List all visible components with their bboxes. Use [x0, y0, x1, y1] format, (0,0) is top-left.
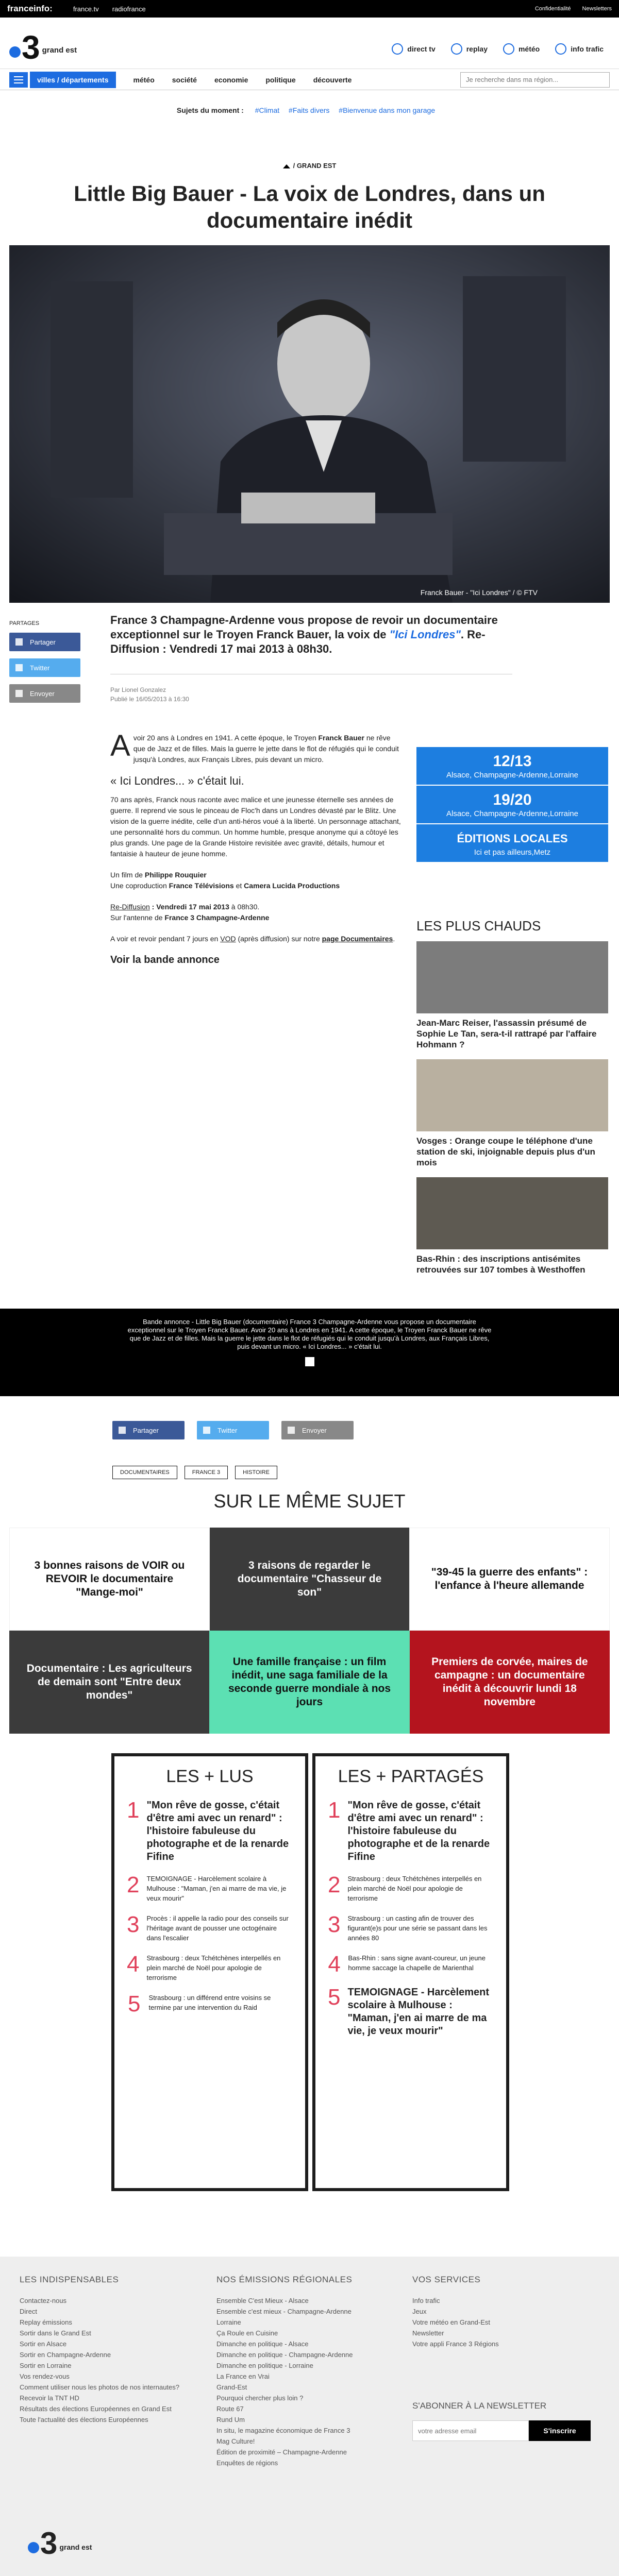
footer-link[interactable]: Contactez-nous [20, 2297, 67, 2304]
share-bottom [112, 1421, 354, 1447]
editions-locales[interactable]: ÉDITIONS LOCALES Ici et pas ailleurs,Metz [457, 832, 568, 857]
nav-economie[interactable]: economie [214, 75, 248, 84]
privacy-link[interactable]: Confidentialité [534, 6, 571, 12]
edition-1920[interactable]: 19/20 Alsace, Champagne-Ardenne,Lorraine [416, 786, 608, 824]
footer-link[interactable]: Édition de proximité – Champagne-Ardenne [216, 2448, 347, 2456]
list-item[interactable]: 5 Strasbourg : un différend entre voisins se termine par une intervention du Raid [128, 1991, 271, 2016]
twitter-icon [203, 1427, 210, 1434]
documentaires-link[interactable]: page Documentaires [322, 935, 393, 943]
footer-link[interactable]: Votre météo en Grand-Est [412, 2318, 491, 2326]
header-icons [392, 43, 604, 55]
meteo-link[interactable]: météo [503, 43, 540, 55]
footer-link[interactable]: Enquêtes de régions [216, 2459, 278, 2467]
footer-link[interactable]: Jeux [412, 2308, 427, 2315]
article-thumbnail[interactable] [416, 1059, 608, 1131]
footer-link[interactable]: Pourquoi chercher plus loin ? [216, 2394, 304, 2402]
footer-link[interactable]: Grand-Est [216, 2383, 247, 2391]
footer-link[interactable]: Sortir en Lorraine [20, 2362, 72, 2369]
tag-france3[interactable]: FRANCE 3 [185, 1466, 228, 1479]
search-input[interactable] [460, 72, 610, 88]
same-subject-title: SUR LE MÊME SUJET [213, 1490, 406, 1512]
logo-dot [9, 46, 21, 58]
byline: Par Lionel Gonzalez Publié le 16/05/2013 à 16:30 [110, 686, 189, 703]
email-icon [15, 690, 23, 697]
facebook-share-button[interactable]: Partager [9, 633, 80, 651]
related-tile[interactable]: 3 raisons de regarder le documentaire "Chasseur de son" [210, 1528, 409, 1631]
menu-button[interactable] [9, 72, 28, 88]
footer-link[interactable]: La France en Vrai [216, 2372, 270, 2380]
list-item[interactable]: 2 TEMOIGNAGE - Harcèlement scolaire à Mulhouse : "Maman, j'en ai marre de ma vie, je veux mourir" [127, 1872, 287, 1902]
drop-cap: A [110, 729, 130, 762]
facebook-icon [15, 638, 23, 646]
nav-meteo[interactable]: météo [133, 75, 155, 84]
page-title: Little Big Bauer - La voix de Londres, dans un documentaire inédit [74, 181, 545, 232]
most-shared: LES + PARTAGÉS 1 "Mon rêve de gosse, c'était d'être ami avec un renard" : l'histoire fabuleuse du photographe et de la renarde Fifine 2 Strasbourg : deux Tchétchènes interpellés en plein marché de Noël pour apologie de terrorisme 3 Strasbourg : un casting afin de trouver des figurant(e)s pour une série se passant dans les années 80 4 Bas-Rhin : sans signe avant-coureur, un jeune homme saccage la chapelle de Marienthal 5 TEMOIGNAGE - Harcèlement scolaire à Mulhouse : "Maman, j'en ai marre de ma vie, je veux mourir" [312, 1753, 509, 2191]
direct-tv-link[interactable]: direct tv [392, 43, 435, 55]
franceinfo-link[interactable]: franceinfo: [7, 4, 53, 13]
popular-article-link[interactable]: Vosges : Orange coupe le téléphone d'une station de ski, injoignable depuis plus d'un mois [416, 1136, 595, 1167]
email-icon [288, 1427, 295, 1434]
related-tile[interactable]: Une famille française : un film inédit, une saga familiale de la seconde guerre mondiale à nos jours [209, 1631, 409, 1734]
article-subtitle: « Ici Londres... » c'était lui. [110, 774, 244, 787]
popular-article-link[interactable]: Bas-Rhin : des inscriptions antisémites retrouvées sur 107 tombes à Westhoffen [416, 1254, 585, 1275]
footer-link[interactable]: Votre appli France 3 Régions [412, 2340, 499, 2348]
main-nav [0, 70, 619, 90]
nav-politique[interactable]: politique [265, 75, 296, 84]
article-tags [112, 1466, 277, 1479]
footer-link[interactable]: Dimanche en politique - Alsace [216, 2340, 309, 2348]
list-item[interactable]: 2 Strasbourg : deux Tchétchènes interpellés en plein marché de Noël pour apologie de terrorisme [328, 1872, 482, 1902]
footer-link[interactable]: Résultats des élections Européennes en Grand Est [20, 2405, 172, 2413]
related-tile[interactable]: 3 bonnes raisons de VOIR ou REVOIR le documentaire "Mange-moi" [9, 1528, 210, 1631]
footer-link[interactable]: Sortir dans le Grand Est [20, 2329, 91, 2337]
vod-link[interactable]: VOD [220, 935, 236, 943]
newsletter-submit-button[interactable]: S'inscrire [529, 2420, 591, 2441]
footer-link[interactable]: Route 67 [216, 2405, 244, 2413]
newsletter-email-input[interactable] [412, 2420, 529, 2441]
portrait-illustration [9, 245, 610, 603]
article-thumbnail[interactable] [416, 941, 608, 1013]
video-heading: Voir la bande annonce [110, 954, 220, 965]
footer-link[interactable]: Toute l'actualité des élections Européennes [20, 2416, 148, 2424]
article-body: Avoir 20 ans à Londres en 1941. A cette époque, le Troyen Franck Bauer ne rêve que de Jazz et de filles. Mais la guerre le jette dans le flot de réfugiés qui le conduit jusqu'à Londres, aux Français Libres, puis devant un micro. « Ici Londres... » c'était lui. 70 ans après, Franck nous raconte avec malice et une jeunesse éternelle ses années de guerre. Il reprend vie sous le pinceau de Floc'h dans un Londres dévasté par le Blitz. Une vision de la guerre inédite, celle d'un anti-héros voué à la liberté. Un personnage attachant, une personnalité hors du commun. Un homme humble, presque anonyme qui a côtoyé les plus grands. Une page de la Grande Histoire revisitée avec gravité, détails, humour et fantaisie à hauteur de jeune homme. Un film de Philippe Rouquier Une coproduction France Télévisions et Camera Lucida Productions Re-Diffusion : Vendredi 17 mai 2013 à 08h30. Sur l'antenne de France 3 Champagne-Ardenne A voir et revoir pendant 7 jours en VOD (après diffusion) sur notre page Documentaires. Voir la bande annonce [110, 729, 401, 965]
radiofrance-link[interactable]: radiofrance [112, 5, 146, 13]
footer-link[interactable]: Direct [20, 2308, 37, 2315]
most-popular: LES PLUS CHAUDS Jean-Marc Reiser, l'assassin présumé de Sophie Le Tan, sera-t-il rattrapé par l'affaire Hohmann ? Vosges : Orange coupe le téléphone d'une station de ski, injoignable depuis plus d'un mois Bas-Rhin : des inscriptions antisémites retrouvées sur 107 tombes à Westhoffen [416, 918, 608, 1284]
nav-decouverte[interactable]: découverte [313, 75, 352, 84]
footer-link[interactable]: Ensemble c'est mieux - Champagne-Ardenne [216, 2308, 352, 2315]
footer-link[interactable]: Ensemble C'est Mieux - Alsace [216, 2297, 309, 2304]
related-tile[interactable]: "39-45 la guerre des enfants" : l'enfance à l'heure allemande [409, 1528, 610, 1631]
top-lists [109, 1753, 511, 2191]
traffic-icon [555, 43, 566, 55]
nav-region[interactable]: villes / départements [30, 72, 116, 88]
video-player[interactable]: Bande annonce - Little Big Bauer (documentaire) France 3 Champagne-Ardenne vous propose un documentaire exceptionnel sur le Troyen Franck Bauer. Avoir 20 ans à Londres en 1941. A cette époque, le Troyen Franck Bauer ne rêve que de Jazz et de filles. Mais la guerre le jette dans le flot de réfugiés qui le conduit jusqu'à Londres, aux Français Libres, puis devant un micro. « Ici Londres... » c'était lui. [0, 1309, 619, 1396]
facebook-share-button[interactable]: Partager [112, 1421, 185, 1439]
popular-article-link[interactable]: Jean-Marc Reiser, l'assassin présumé de Sophie Le Tan, sera-t-il rattrapé par l'affaire Hohmann ? [416, 1018, 597, 1049]
twitter-share-button[interactable]: Twitter [197, 1421, 269, 1439]
related-tile[interactable]: Documentaire : Les agriculteurs de demain sont "Entre deux mondes" [9, 1631, 209, 1734]
footer-link[interactable]: Ça Roule en Cuisine [216, 2329, 278, 2337]
list-item[interactable]: 3 Strasbourg : un casting afin de trouver des figurant(e)s pour une série se passant dans les années 80 [328, 1912, 488, 1942]
article-lead: France 3 Champagne-Ardenne vous propose de revoir un documentaire exceptionnel sur le Troyen Franck Bauer, la voix de "Ici Londres". Re-Diffusion : Vendredi 17 mai 2013 à 08h30. [110, 614, 498, 655]
footer-link[interactable]: Comment utiliser nous les photos de nos internautes? [20, 2383, 180, 2391]
edition-1213[interactable]: 12/13 Alsace, Champagne-Ardenne,Lorraine [416, 747, 608, 786]
topic-tag[interactable]: #Faits divers [289, 106, 330, 114]
site-footer [0, 2257, 619, 2576]
francetv-link[interactable]: france.tv [73, 5, 99, 13]
share-sidebar: PARTAGES Partager Twitter Envoyer [9, 620, 81, 710]
footer-link[interactable]: Dimanche en politique - Lorraine [216, 2362, 313, 2369]
twitter-icon [15, 664, 23, 671]
most-read: LES + LUS 1 "Mon rêve de gosse, c'était d'être ami avec un renard" : l'histoire fabuleuse du photographe et de la renarde Fifine 2 TEMOIGNAGE - Harcèlement scolaire à Mulhouse : "Maman, j'en ai marre de ma vie, je veux mourir" 3 Procès : il appelle la radio pour des conseils sur l'héritage avant de pousser une octogénaire dans l'escalier 4 Strasbourg : deux Tchétchènes interpellés en plein marché de Noël pour apologie de terrorisme 5 Strasbourg : un différend entre voisins se termine par une intervention du Raid [111, 1753, 308, 2191]
play-icon[interactable] [305, 1357, 314, 1366]
article-thumbnail[interactable] [416, 1177, 608, 1249]
tag-documentaires[interactable]: DOCUMENTAIRES [112, 1466, 177, 1479]
email-share-button[interactable]: Envoyer [9, 684, 80, 703]
footer-link[interactable]: Lorraine [216, 2318, 241, 2326]
email-share-button[interactable]: Envoyer [281, 1421, 354, 1439]
weather-icon [503, 43, 514, 55]
list-item[interactable]: 1 "Mon rêve de gosse, c'était d'être ami avec un renard" : l'histoire fabuleuse du photographe et de la renarde Fifine [127, 1798, 289, 1862]
twitter-share-button[interactable]: Twitter [9, 658, 80, 677]
editions-box [416, 747, 608, 862]
footer-link[interactable]: Recevoir la TNT HD [20, 2394, 79, 2402]
footer-link[interactable]: Mag Culture! [216, 2437, 255, 2445]
footer-emissions: NOS ÉMISSIONS RÉGIONALES Ensemble C'est Mieux - Alsace Ensemble c'est mieux - Champagne-Ardenne Lorraine Ça Roule en Cuisine Dimanche en politique - Alsace Dimanche en politique - Champagne-Ardenne Dimanche en politique - Lorraine La France en Vrai Grand-Est Pourquoi chercher plus loin ? Route 67 Rund Um In situ, le magazine économique de France 3 Mag Culture! Édition de proximité – Champagne-Ardenne Enquêtes de régions [216, 2274, 392, 2468]
top-bar-right [535, 6, 612, 12]
footer-link[interactable]: In situ, le magazine économique de France 3 [216, 2427, 350, 2434]
footer-link[interactable]: Sortir en Champagne-Ardenne [20, 2351, 111, 2359]
list-item[interactable]: 3 Procès : il appelle la radio pour des conseils sur l'héritage avant de pousser une octogénaire dans l'escalier [127, 1912, 289, 1942]
topic-tag[interactable]: #Bienvenue dans mon garage [339, 106, 436, 114]
newsletters-link[interactable]: Newsletters [582, 6, 612, 12]
breadcrumb: / GRAND EST [0, 162, 619, 170]
image-caption: Franck Bauer - "Ici Londres" / © FTV [420, 588, 538, 597]
list-item[interactable]: 1 "Mon rêve de gosse, c'était d'être ami avec un renard" : l'histoire fabuleuse du photographe et de la renarde Fifine [328, 1798, 490, 1862]
newsletter-form: S'ABONNER À LA NEWSLETTER votre adresse email S'inscrire [412, 2401, 591, 2441]
footer-services: VOS SERVICES Info trafic Jeux Votre météo en Grand-Est Newsletter Votre appli France 3 Régions [412, 2274, 588, 2349]
top-bar [0, 0, 619, 18]
footer-link[interactable]: Newsletter [412, 2329, 444, 2337]
footer-link[interactable]: Dimanche en politique - Champagne-Ardenne [216, 2351, 353, 2359]
replay-link[interactable]: replay [451, 43, 488, 55]
topic-tag[interactable]: #Climat [255, 106, 280, 114]
footer-link[interactable]: Replay émissions [20, 2318, 72, 2326]
hero-image [9, 245, 610, 603]
tag-histoire[interactable]: HISTOIRE [235, 1466, 277, 1479]
footer-link[interactable]: Rund Um [216, 2416, 245, 2424]
tv-icon [392, 43, 403, 55]
nav-societe[interactable]: société [172, 75, 197, 84]
footer-link[interactable]: Sortir en Alsace [20, 2340, 67, 2348]
home-icon[interactable] [283, 164, 290, 168]
france3-logo[interactable]: 3 grand est [9, 33, 77, 62]
trending-topics: Sujets du moment : #Climat #Faits divers #Bienvenue dans mon garage [176, 106, 436, 114]
list-item[interactable]: 4 Bas-Rhin : sans signe avant-coureur, un jeune homme saccage la chapelle de Marienthal [328, 1952, 486, 1977]
related-grid [9, 1528, 610, 1734]
footer-link[interactable]: Vos rendez-vous [20, 2372, 70, 2380]
facebook-icon [119, 1427, 126, 1434]
footer-logo[interactable]: 3 grand est [28, 2530, 92, 2557]
traffic-link[interactable]: info trafic [555, 43, 604, 55]
related-tile[interactable]: Premiers de corvée, maires de campagne : un documentaire inédit à découvrir lundi 18 novembre [410, 1631, 610, 1734]
list-item[interactable]: 4 Strasbourg : deux Tchétchènes interpellés en plein marché de Noël pour apologie de terrorisme [127, 1952, 281, 1981]
list-item[interactable]: 5 TEMOIGNAGE - Harcèlement scolaire à Mulhouse : "Maman, j'en ai marre de ma vie, je veux mourir" [328, 1985, 489, 2037]
footer-link[interactable]: Info trafic [412, 2297, 440, 2304]
footer-indispensables: LES INDISPENSABLES Contactez-nous Direct Replay émissions Sortir dans le Grand Est Sortir en Alsace Sortir en Champagne-Ardenne Sortir en Lorraine Vos rendez-vous Comment utiliser nous les photos de nos internautes? Recevoir la TNT HD Résultats des élections Européennes en Grand Est Toute l'actualité des élections Européennes [20, 2274, 190, 2425]
play-icon [451, 43, 462, 55]
